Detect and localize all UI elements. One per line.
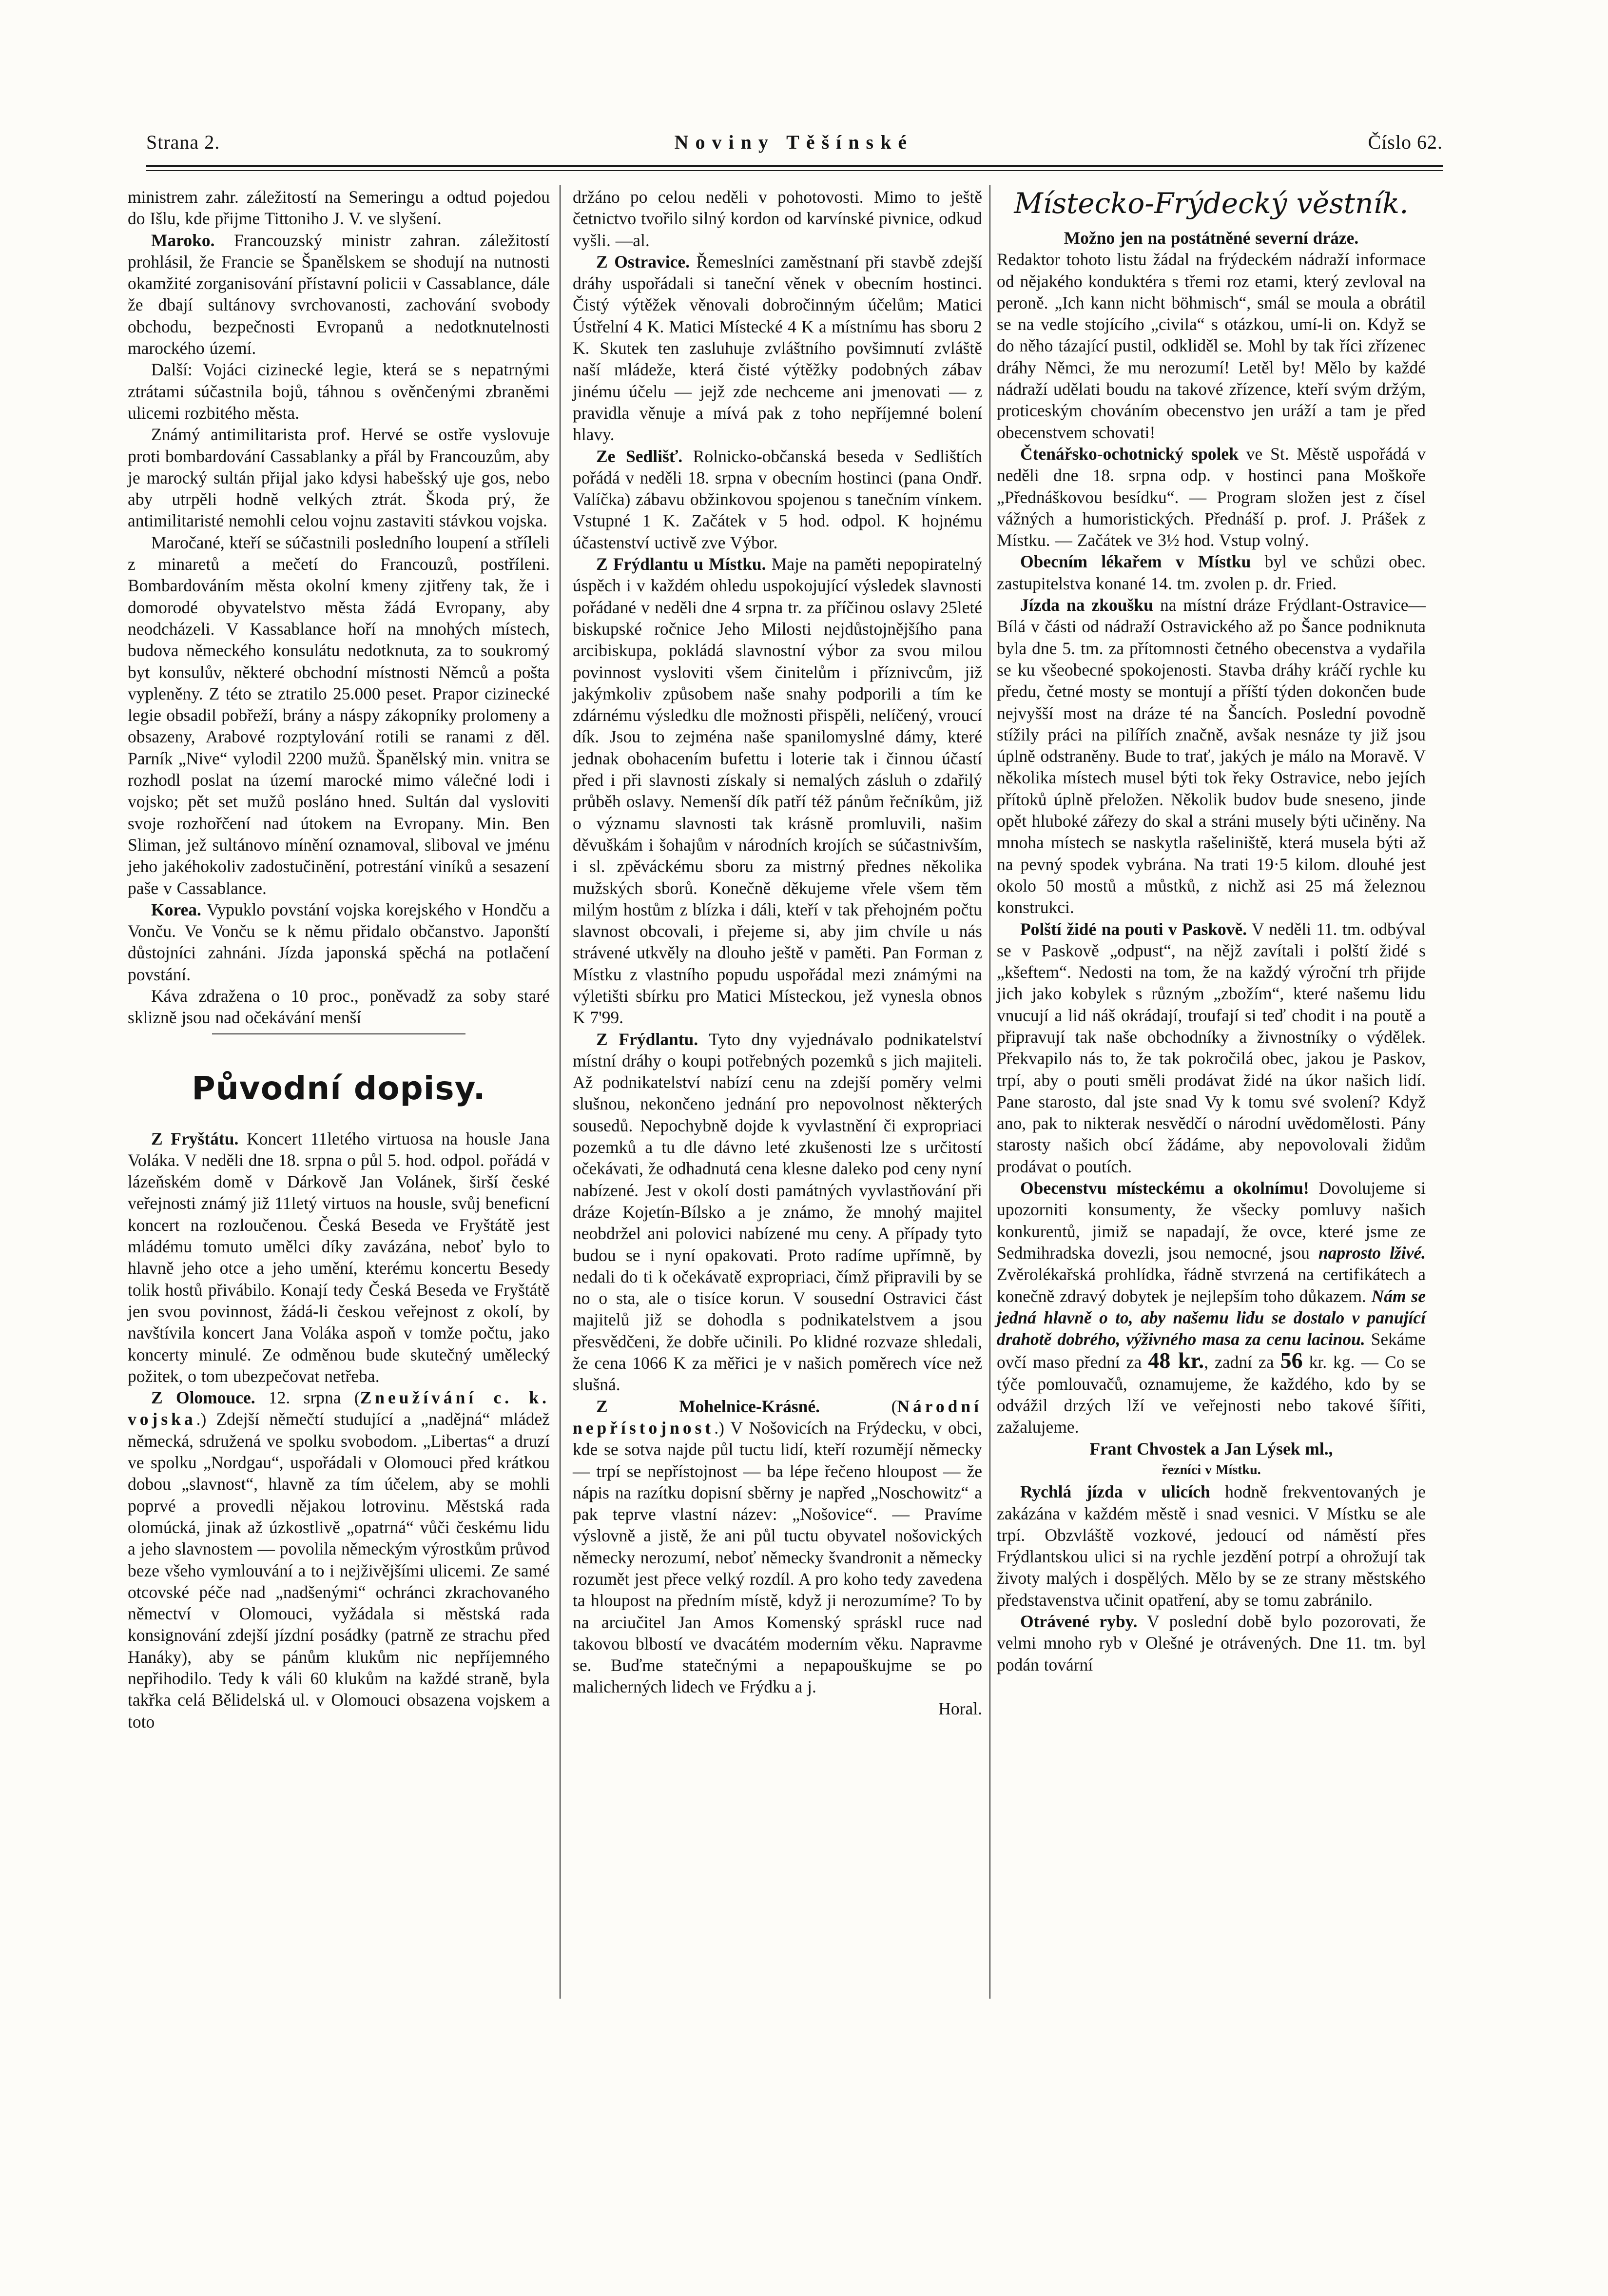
article-paragraph [128, 899, 550, 985]
article-head: Z Frýdlantu u Místku. [596, 554, 766, 574]
article-text: Maje na paměti nepopiratelný úspěch i v každém ohledu uspokojující výsledek slavnosti pořádané v neděli dne 4 srpna tr. za příčinou oslavy 25leté biskupské ročnice Jeho Milosti nejdůstojnějšího pana arcibiskupa, pokládá slavnostní výbor za svou milou povinnost vysloviti všem činitelům i příznivcům, již jakýmkoliv způsobem naše snahy podporili a tím ke zdárnému výsledku dle možnosti přispěli, nelíčený, vroucí dík. Jsou to zejména naše spanilomyslné dámy, které jednak obohacením bufettu i loterie tak i činnou účastí před i při slavnosti získaly si nemalých zásluh o zdařilý průběh oslavy. Nemenší dík patří též pánům řečníkům, již o významu slavnosti tak krásně promluvili, našim děvuškám i šohajům v národních krojích se súčastnivším, i sl. zpěváckému sboru za mistrný přednes několika mužských sborů. Konečně děkujeme vřele všem těm milým hostům z blízka i dáli, kteří v tak přehojném počtu slavnost obcovali, i přejeme si, aby jim chvíle u nás strávené utkvěly na dlouho ještě v paměti. Pan Forman z Místku z vlastního popudu uspořádal mezi známými na výletišti sbírku pro Matici Místeckou, jež vynesla obnos K 7'99. [573, 554, 982, 1028]
article-text: Řemeslníci zaměstnaní při stavbě zdejší dráhy uspořádali si taneční věnek v obecním hostinci. Čistý výtěžek věnovali dobročinným účelům; Matici Ústřelní 4 K. Matici Místecké 4 K a místnímu has sboru 2 K. Skutek ten zasluhuje zvláštního povšimnutí zvláště naší mládeže, která čisté výtěžky podobných zábav jinému účelu — jejž zde nechceme ani jmenovati — z pravidla věnuje a mívá pak z toho nepříjemné bolení hlavy. [573, 252, 983, 445]
article-text: Sekáme ovčí maso přední za [997, 1329, 1426, 1372]
article-text: na místní dráze Frýdlant-Ostravice—Bílá v části od nádraží Ostravického až po Šance podniknuta byla dne 5. tm. za přítomnosti četného obecenstva a vydařila se ku všeobecné spokojenosti. Stavba dráhy kráčí rychle ku předu, četné mosty se montují a příští týden dokončen bude nejvyšší most na dráze té na Šancích. Poslední povodně stížily práci na pilířích značně, avšak nesnáze ty již jsou úplně odstraněny. Bude to trať, jakých je málo na Moravě. V několika místech musel býti tok řeky Ostravice, nebo jejích přítoků úplně přeložen. Několik budov bude sneseno, jinde opět hluboké zářezy do skal a stráni musely býti učiněny. Na mnoha místech se naskytla rašeliniště, která musela býti až na pevný spodek vybrána. Na trati 19·5 kilom. dlouhé jest okolo 50 mostů a můstků, z nichž asi 25 má železnou konstrukci. [997, 595, 1426, 917]
article-head: Z Mohelnice-Krásné. [596, 1396, 820, 1416]
article-head: Z Frýdlantu. [596, 1029, 698, 1049]
advertisement-signature: Frant Chvostek a Jan Lýsek ml., [1089, 1439, 1333, 1459]
emphasis-text: naprosto lživé. [1318, 1243, 1426, 1263]
article-text: Koncert 11letého virtuosa na housle Jana Voláka. V neděli dne 18. srpna o půl 5. hod. odpol. pořádá v lázeňském domě v Dárkově Jan Volánek, širší české veřejnosti známý již 11letý virtuos na housle, svůj beneficní koncert na rozloučenou. Česká Beseda ve Fryštátě jest mládému tomuto umělci díky zavázána, neboť bylo to hlavně jeho otce a jeho umění, kterému koncertu Besedy tolik hostů přivábilo. Konají tedy Česká Beseda ve Fryštátě jen svou povinnost, žádá-li českou veřejnost z okolí, by navštívila koncert Jana Voláka aspoň v tomže počtu, jako koncerty minulé. Ze odměnou bude skutečný umělecký požitek, o tom ubezpečovat netřeba. [128, 1129, 550, 1386]
article-text: Zvěrolékařská prohlídka, řádně stvrzená na certifikátech a konečně zdravý dobytek je nejlepším toho důkazem. [997, 1265, 1426, 1306]
section-title: Místecko-Frýdecký věstník. [1014, 187, 1409, 220]
article-paragraph: Další: Vojáci cizinecké legie, která se s nepatrnými ztrátami súčastnila bojů, táhnou s ověnčenými zbraněmi ulicemi rozbitého města. [128, 360, 550, 423]
article-paragraph: držáno po celou neděli v pohotovosti. Mimo to ještě četnictvo tvořilo silný kordon od karvínské pivnice, odkud vyšli. —al. [573, 187, 982, 250]
issue-number: Číslo 62. [1368, 131, 1443, 153]
divider-line [212, 1033, 465, 1034]
column-2 [573, 186, 982, 1719]
article-head: Obecenstvu místeckému a okolnímu! [1020, 1178, 1309, 1198]
article-head-centered [997, 227, 1426, 249]
article-text: .) V Nošovicích na Frýdecku, v obci, kde se sotva najde půl tuctu lidí, kteří rozumějí německy — trpí se nepřístojnost — ba lépe řečeno hloupost — že nápis na razítku dopisní sběrny je napřed „Noschowitz“ a pak teprve vlastní název: „Nošovice“. — Pravíme výslovně a jistě, že ani půl tuctu obyvatel nošovických německy nerozumí, neboť německy švandronit a německy rozumět jest přece velký rozdíl. A pro koho tedy zavedena ta hloupost na předním místě, když ji nerozumíme? To by na arciučitel Jan Amos Komenský spráskl ruce nad takovou blbostí ve dvacátém moderním věku. Napravme se. Buďme statečnými a nepapouškujme se po malicherných lidech ve Frýdku a j. [573, 1418, 982, 1697]
article-head: Obecním lékařem v Místku [1020, 552, 1251, 572]
article-paragraph [128, 230, 550, 359]
article-paragraph [128, 1387, 550, 1732]
price-text: 56 [1280, 1348, 1303, 1373]
newspaper-title: Noviny Těšínské [674, 131, 914, 153]
article-head: Maroko. [151, 230, 215, 250]
article-text: Francouzský ministr zahran. záležitostí prohlásil, že Francie se Španělskem se shodují na nutnosti okamžité zorganisování přístavní policii v Cassablance, dále že dbají sultánovy svrchovanosti, zachování svobody obchodu, bezpečnosti Evropanů a nedotknutelnosti marockého území. [128, 230, 550, 358]
article-head: Možno jen na postátněné severní dráze. [1064, 228, 1359, 248]
price-text: 48 kr. [1148, 1348, 1204, 1373]
article-text: Rolnicko-občanská beseda v Sedlištích pořádá v neděli 18. srpna v obecním hostinci (pana Ondř. Valíčka) zábavu obžinkovou spojenou s tanečním vínkem. Vstupné 1 K. Začátek v 5 hod. odpol. K hojnému účastenství uctivě zve Výbor. [573, 446, 982, 552]
article-paragraph [128, 1128, 550, 1387]
article-paragraph [997, 918, 1426, 1178]
article-text: V poslední době bylo pozorovati, že velmi mnoho ryb v Olešné je otrávených. Dne 11. tm. byl podán tovární [997, 1612, 1426, 1674]
header-rule [146, 165, 1443, 171]
article-paragraph: Maročané, kteří se súčastnili posledního loupení a stříleli z minaretů a mečetí do Francouzů, postříleni. Bombardováním města okolní kmeny zjitřeny tak, že i domorodé obyvatelstvo města žádá Evropany, aby neodcházeli. V Kassablance hoří na mnohých místech, budova německého konsulátu nedotknuta, za to soukromý byt konsulův, některé obchodní místnosti Němců a pošta vypleněny. Z této se ztratilo 25.000 peset. Prapor cizinecké legie obsadil pobřeží, brány a náspy zákopníky prolomeny a obsazeny, Arabové rozptylování rotili se ranami z děl. Parník „Nive“ vylodil 2200 mužů. Španělský min. vnitra se rozhodl poslat na území marocké mimo válečné lodi i vojsko; pět set mužů posláno hned. Sultán dal vysloviti svoje rozhořčení nad útokem na Evropany. Min. Ben Sliman, jež sultánovo mínění oznamoval, sliboval ve jménu jeho jakéhokoliv zadostučinění, potrestání viníků a sesazení paše v Cassablance. [128, 532, 550, 898]
article-text: ( [820, 1396, 897, 1416]
article-text: kr. kg. — Co se týče pomlouvačů, oznamujeme, že každého, kdo by se odvážil drzých lží ve veřejnosti nebo takové šířiti, zažalujeme. [997, 1352, 1426, 1437]
column-divider-1 [560, 185, 561, 1999]
advertisement [997, 1177, 1426, 1438]
article-text: hodně frekventovaných je zakázána v každém městě i snad vesnici. V Místku se ale trpí. Obzvláště vozkové, jedoucí od náměstí přes Frýdlantskou ulici si na rychle jezdění potrpí a ohrožují tak životy malých i dospělých. Mělo by se ze strany městského představenstva učinit opatření, aby se tomu zabránilo. [997, 1482, 1426, 1610]
article-text: .) Zdejší němečtí studující a „nadějná“ mládež německá, sdružená ve spolku svobodom. „Libertas“ a druzí ve spolku „Nordgau“, uspořádali v Olomouci před krátkou dobou „slavnost“, hlavně za tím účelem, aby se mohli poprvé a provedli nějakou lotrovinu. Městská rada olomúcká, jinak až úzkostlivě „opatrná“ vůči českému lidu a jeho slavnostem — povolila německým výrostkům průvod beze všeho vymlouvání a to i nejživějšími ulicemi. Ze samé otcovské péče nad „nadšenými“ ochránci zkrachovaného němectví v Olomouci, vyžádala si městská rada konsignování zdejší jízdní posádky (patrně ze strachu před Hanáky), aby se pánům klukům nic nepříjemného nepřihodilo. Tedy k váli 60 klukům na každé straně, byla takřka celá Bělidelská ul. v Olomouci obsazena vojskem a toto [128, 1409, 550, 1732]
article-text: V neděli 11. tm. odbýval se v Paskově „odpust“, na nějž zavítali i polští židé s „kšeftem“. Nedosti na tom, že na každý výroční trh přijde jich jako kobylek s různým „zbožím“, které našemu lidu vnucují a lid náš okrádají, troufají si teď chodit i na poutě a připravují tak naše obchodníky a živnostníky o výdělek. Překvapilo nás to, že tak pokročilá obec, jakou je Paskov, trpí, aby o pouti směli prodávat židé na úkor našich lidí. Pane starosto, dal jste snad Vy k tomu své svolení? Když ano, pak to nikterak nesvědčí o národní uvědomělosti. Pány starosty našich obcí žádáme, aby nepovolovali židům prodávat o poutích. [997, 919, 1426, 1176]
article-paragraph [573, 446, 982, 553]
article-head: Jízda na zkoušku [1020, 595, 1153, 615]
article-paragraph [573, 251, 982, 446]
article-head: Z Ostravice. [596, 252, 690, 272]
column-3 [997, 186, 1426, 1675]
article-head: Z Fryštátu. [151, 1129, 239, 1148]
article-text: Tyto dny vyjednávalo podnikatelství místní dráhy o koupi potřebných pozemků s jich majiteli. Až podnikatelství nabízí cenu na zdejší poměry velmi slušnou, nekončeno jednání pro nepovolnost některých sousedů. Nepochybně dojde k vyvlastnění či expropriaci pozemků a tu dle dávno leté zkušenosti lze s určitostí očekávati, že odhadnutá cena klesne daleko pod ceny nyní nabízené. Jest v okolí dosti památných vyvlastňování při dráze Kojetín-Bílsko a je známo, že mnohý majitel neobdržel ani polovici nabízené mu ceny. A případy tyto budou se i nyní opakovati. Proto radíme upřímně, by nedali do ti k očekávatě expropriaci, čímž připravili by se no o sta, ale o tisíce korun. V sousední Ostravici část majitelů již se dohodla s podnikatelstvem a jsou přesvědčeni, že dobře učinili. Po klidné rozvaze shledali, že cena 1066 K za měřici je v našich poměrech více než slušná. [573, 1029, 982, 1395]
article-head: Korea. [151, 899, 201, 919]
article-head: Čtenářsko-ochotnický spolek [1020, 444, 1239, 464]
article-paragraph [997, 1611, 1426, 1675]
article-paragraph [573, 1029, 982, 1396]
article-paragraph [997, 1481, 1426, 1611]
emphasis-text: Nám se jedná hlavně o to, aby našemu lidu se dostalo v panující drahotě dobrého, výživného masa za cenu lacinou. [997, 1286, 1426, 1349]
column-divider-2 [989, 185, 990, 1999]
article-paragraph: Známý antimilitarista prof. Hervé se ostře vyslovuje proti bombardování Cassablanky a přál by Francouzům, aby je marocký sultán přijal jako kdysi habešský uje gos, nebo aby utrpěli hodně velkých ztrát. Škoda prý, že antimilitaristé nemohli celou vojnu zastaviti stávkou vojska. [128, 425, 550, 531]
article-head: Otrávené ryby. [1020, 1612, 1138, 1631]
article-paragraph: Redaktor tohoto listu žádal na frýdeckém nádraží informace od nějakého konduktéra s třemi roz etami, který zevloval na peroně. „Ich kann nicht böhmisch“, smál se moula a obrátil se na vedle stojícího „civila“ s otázkou, umí-li on. Když se do něho tázající pustil, odkliděl se. Mohl by tak říci zřízenec dráhy Němci, že mu nerozumí! Letěl by! Mělo by každé nádraží udělati boudu na takové zřízence, kteří svým držým, proticeským chováním obecenstvo jen uráží a tam je před obecenstvem schovati! [997, 250, 1426, 442]
advertisement-signature-sub: řezníci v Místku. [1162, 1462, 1261, 1478]
page-number: Strana 2. [146, 131, 220, 153]
article-paragraph [997, 551, 1426, 594]
article-paragraph [997, 594, 1426, 918]
article-paragraph [573, 553, 982, 1029]
section-title: Původní dopisy. [192, 1069, 486, 1107]
article-signature: Horal. [938, 1698, 982, 1718]
article-text: , zadní za [1204, 1352, 1280, 1372]
article-paragraph [573, 1396, 982, 1698]
article-text: Vypuklo povstání vojska korejského v Hondču a Vonču. Ve Vonču se k němu přidalo občanstvo. Japonští důstojníci zahnáni. Jízda japonská spěchá na potlačení povstání. [128, 899, 550, 984]
column-1 [128, 186, 550, 1732]
article-text: Dovolujeme si upozorniti konsumenty, že všecky pomluvy našich konkurentů, jimiž se napadají, že ovce, které jsme ze Sedmihradska dovezli, jsou nemocné, jsou [997, 1178, 1426, 1263]
article-paragraph: ministrem zahr. záležitostí na Semeringu a odtud pojedou do Išlu, kde přijme Tittoniho J. V. ve slyšení. [128, 187, 550, 229]
article-text: ve St. Městě uspořádá v neděli dne 18. srpna odp. v hostinci pana Moškoře „Přednáškovou besídku“. — Program složen jest z čísel vážných a humoristických. Přednáší p. prof. J. Prášek z Místku. — Začátek ve 3½ hod. Vstup volný. [997, 444, 1426, 550]
article-head: Ze Sedlišť. [596, 446, 683, 466]
article-text: 12. srpna ( [255, 1388, 360, 1408]
article-spaced-head: Zneužívání c. k. vojska [128, 1388, 550, 1429]
article-spaced-head: Národní nepřístojnost [573, 1396, 982, 1438]
article-head: Polští židé na pouti v Paskově. [1020, 919, 1247, 939]
article-paragraph: Káva zdražena o 10 proc., poněvadž za soby staré sklizně jsou nad očekávání menší [128, 986, 550, 1028]
page-header [146, 131, 1443, 160]
article-head: Rychlá jízda v ulicích [1020, 1482, 1210, 1502]
article-text: byl ve schůzi obec. zastupitelstva konané 14. tm. zvolen p. dr. Fried. [997, 552, 1426, 593]
article-paragraph [997, 443, 1426, 551]
article-head: Z Olomouce. [151, 1388, 255, 1408]
